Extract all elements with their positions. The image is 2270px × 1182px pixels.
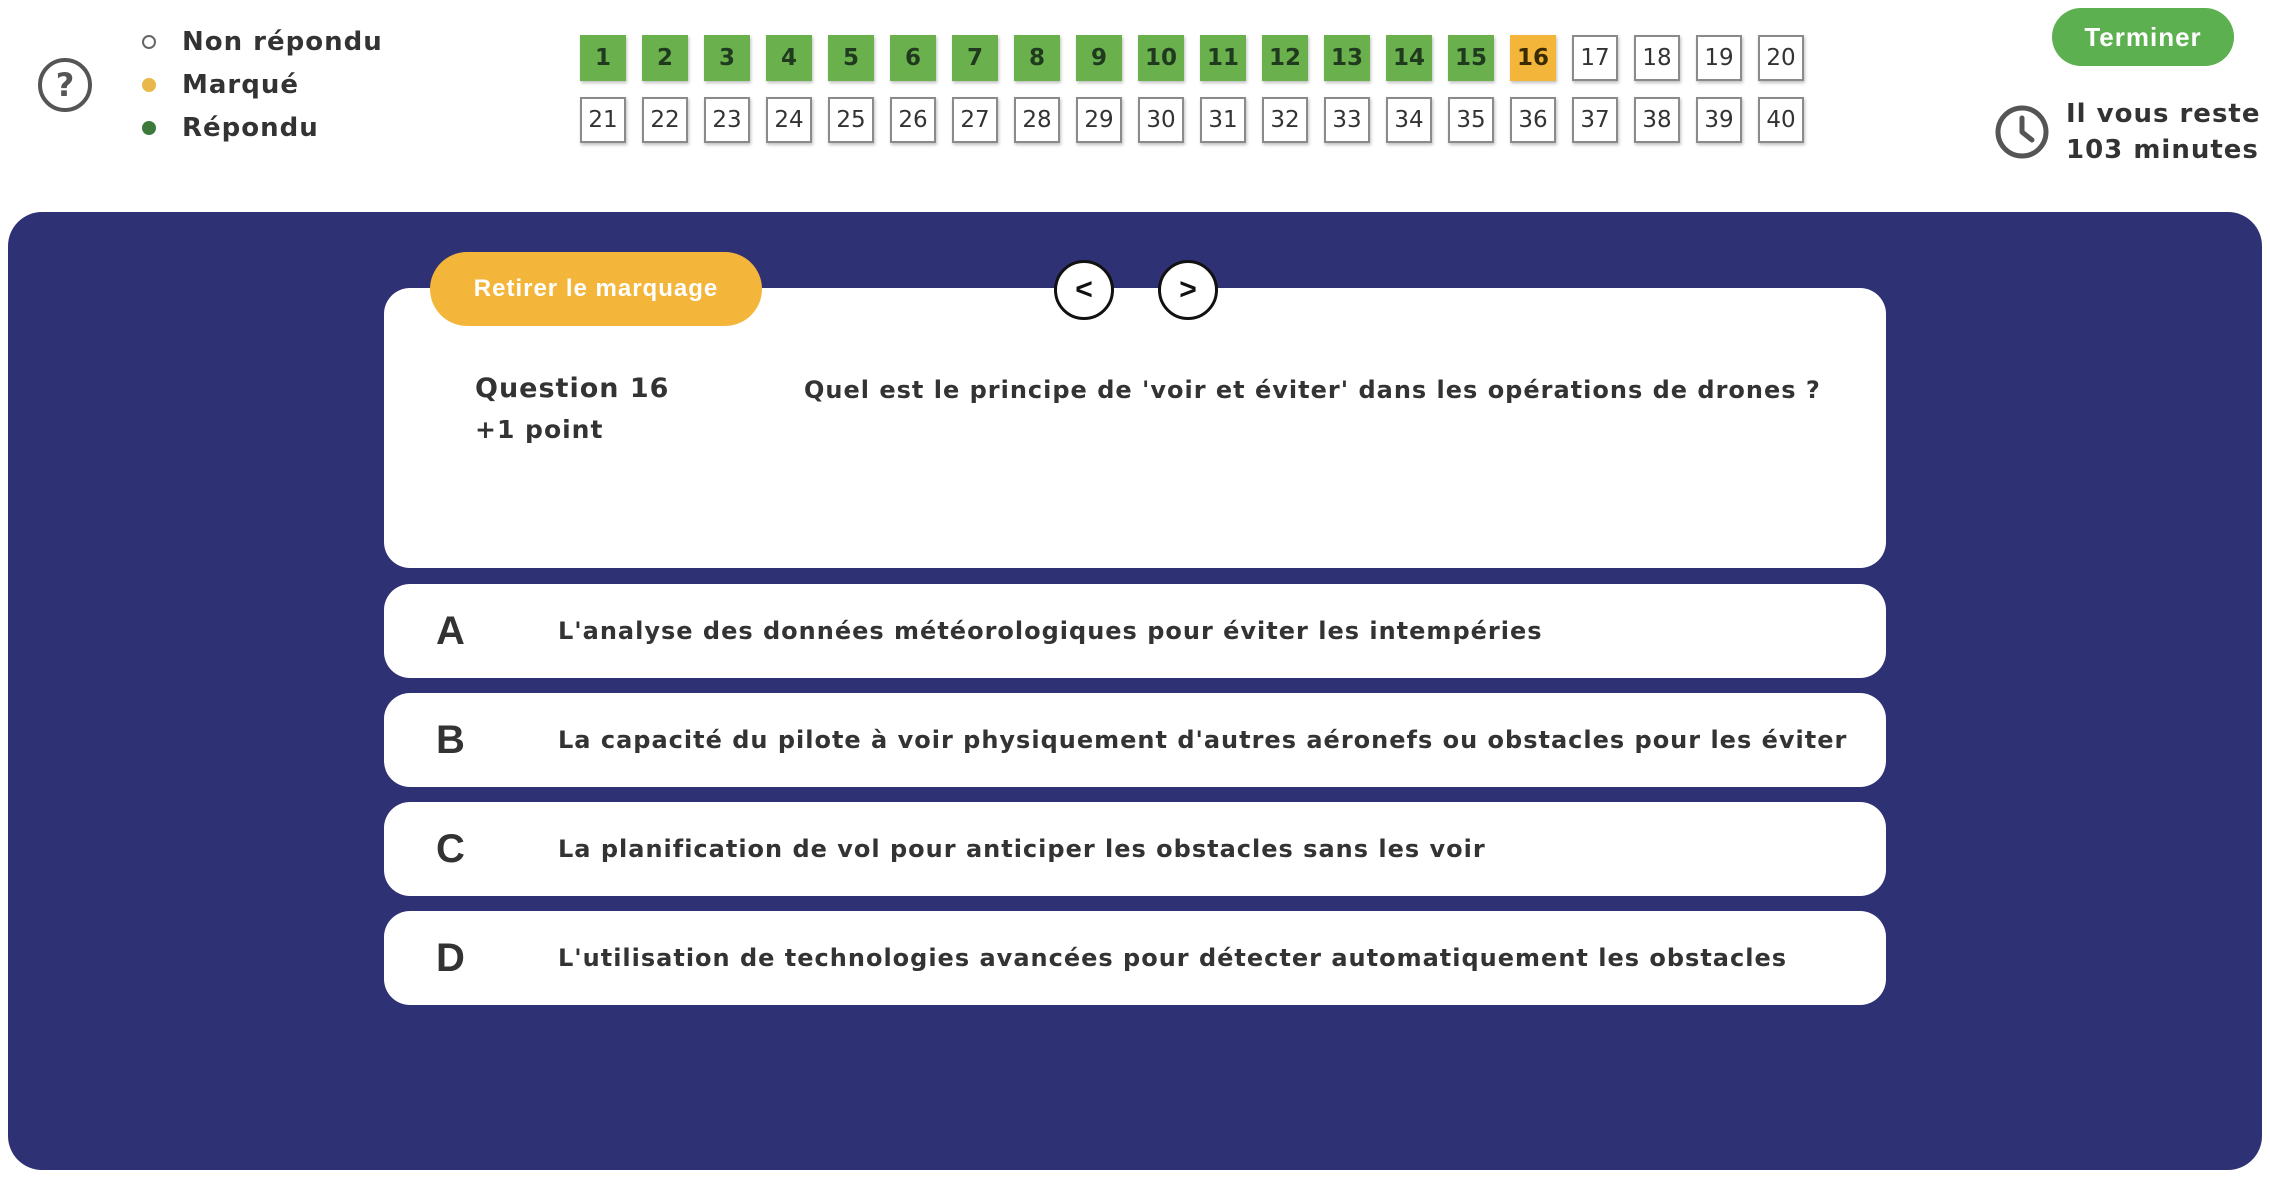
answer-text: La planification de vol pour anticiper les obstacles sans les voir: [558, 835, 1486, 863]
question-navigator-grid: [580, 35, 1804, 143]
answer-letter: B: [436, 717, 465, 762]
yellow-dot-icon: [142, 78, 156, 92]
question-nav-11[interactable]: 11: [1200, 35, 1246, 81]
legend-answered-label: Répondu: [182, 112, 319, 143]
question-nav-34[interactable]: 34: [1386, 97, 1432, 143]
answer-letter: C: [436, 826, 465, 871]
question-nav-21[interactable]: 21: [580, 97, 626, 143]
question-nav-1[interactable]: 1: [580, 35, 626, 81]
question-nav-8[interactable]: 8: [1014, 35, 1060, 81]
question-nav-31[interactable]: 31: [1200, 97, 1246, 143]
previous-question-button[interactable]: <: [1054, 260, 1114, 320]
question-card: [384, 288, 1886, 568]
question-nav-3[interactable]: 3: [704, 35, 750, 81]
question-nav-6[interactable]: 6: [890, 35, 936, 81]
question-nav-39[interactable]: 39: [1696, 97, 1742, 143]
question-nav-16[interactable]: 16: [1510, 35, 1556, 81]
question-nav-7[interactable]: 7: [952, 35, 998, 81]
answer-text: L'analyse des données météorologiques pour éviter les intempéries: [558, 617, 1543, 645]
question-nav-12[interactable]: 12: [1262, 35, 1308, 81]
answer-option-a[interactable]: [384, 584, 1886, 678]
timer-text: [2066, 96, 2260, 168]
question-number: Question 16: [475, 373, 670, 404]
answer-option-d[interactable]: [384, 911, 1886, 1005]
green-dot-icon: [142, 121, 156, 135]
legend-not-answered-label: Non répondu: [182, 26, 383, 57]
answer-letter: A: [436, 608, 465, 653]
question-nav-4[interactable]: 4: [766, 35, 812, 81]
next-question-button[interactable]: >: [1158, 260, 1218, 320]
question-nav-10[interactable]: 10: [1138, 35, 1184, 81]
question-mark-icon[interactable]: ?: [38, 58, 92, 112]
question-nav-9[interactable]: 9: [1076, 35, 1122, 81]
question-nav-36[interactable]: 36: [1510, 97, 1556, 143]
timer-remaining: 103 minutes: [2066, 135, 2259, 165]
question-nav-37[interactable]: 37: [1572, 97, 1618, 143]
finish-button[interactable]: Terminer: [2052, 8, 2234, 66]
question-nav-20[interactable]: 20: [1758, 35, 1804, 81]
question-nav-35[interactable]: 35: [1448, 97, 1494, 143]
question-points: +1 point: [475, 415, 604, 444]
question-nav-13[interactable]: 13: [1324, 35, 1370, 81]
question-nav-28[interactable]: 28: [1014, 97, 1060, 143]
question-nav-38[interactable]: 38: [1634, 97, 1680, 143]
timer: [1994, 96, 2260, 168]
question-nav-5[interactable]: 5: [828, 35, 874, 81]
answer-option-b[interactable]: [384, 693, 1886, 787]
question-nav-2[interactable]: 2: [642, 35, 688, 81]
legend-marked-label: Marqué: [182, 69, 299, 100]
answer-text: L'utilisation de technologies avancées pour détecter automatiquement les obstacles: [558, 944, 1788, 972]
answer-option-c[interactable]: [384, 802, 1886, 896]
question-nav-29[interactable]: 29: [1076, 97, 1122, 143]
question-nav-22[interactable]: 22: [642, 97, 688, 143]
status-legend: [142, 20, 383, 149]
unmark-button[interactable]: Retirer le marquage: [430, 252, 762, 326]
legend-answered: [142, 106, 383, 149]
question-text: Quel est le principe de 'voir et éviter' dans les opérations de drones ?: [804, 376, 1821, 404]
question-nav-32[interactable]: 32: [1262, 97, 1308, 143]
question-nav-30[interactable]: 30: [1138, 97, 1184, 143]
question-nav-24[interactable]: 24: [766, 97, 812, 143]
question-nav-40[interactable]: 40: [1758, 97, 1804, 143]
question-nav-18[interactable]: 18: [1634, 35, 1680, 81]
question-nav-19[interactable]: 19: [1696, 35, 1742, 81]
question-nav-17[interactable]: 17: [1572, 35, 1618, 81]
question-nav-23[interactable]: 23: [704, 97, 750, 143]
question-nav-15[interactable]: 15: [1448, 35, 1494, 81]
answer-letter: D: [436, 935, 465, 980]
question-nav-33[interactable]: 33: [1324, 97, 1370, 143]
question-nav-14[interactable]: 14: [1386, 35, 1432, 81]
question-nav-25[interactable]: 25: [828, 97, 874, 143]
answer-text: La capacité du pilote à voir physiquement d'autres aéronefs ou obstacles pour les éviter: [558, 726, 1848, 754]
question-nav-27[interactable]: 27: [952, 97, 998, 143]
timer-line1: Il vous reste: [2066, 99, 2261, 129]
legend-marked: [142, 63, 383, 106]
clock-icon: [1994, 104, 2050, 160]
question-panel: [8, 212, 2262, 1170]
empty-dot-icon: [142, 35, 156, 49]
question-nav-26[interactable]: 26: [890, 97, 936, 143]
legend-not-answered: [142, 20, 383, 63]
